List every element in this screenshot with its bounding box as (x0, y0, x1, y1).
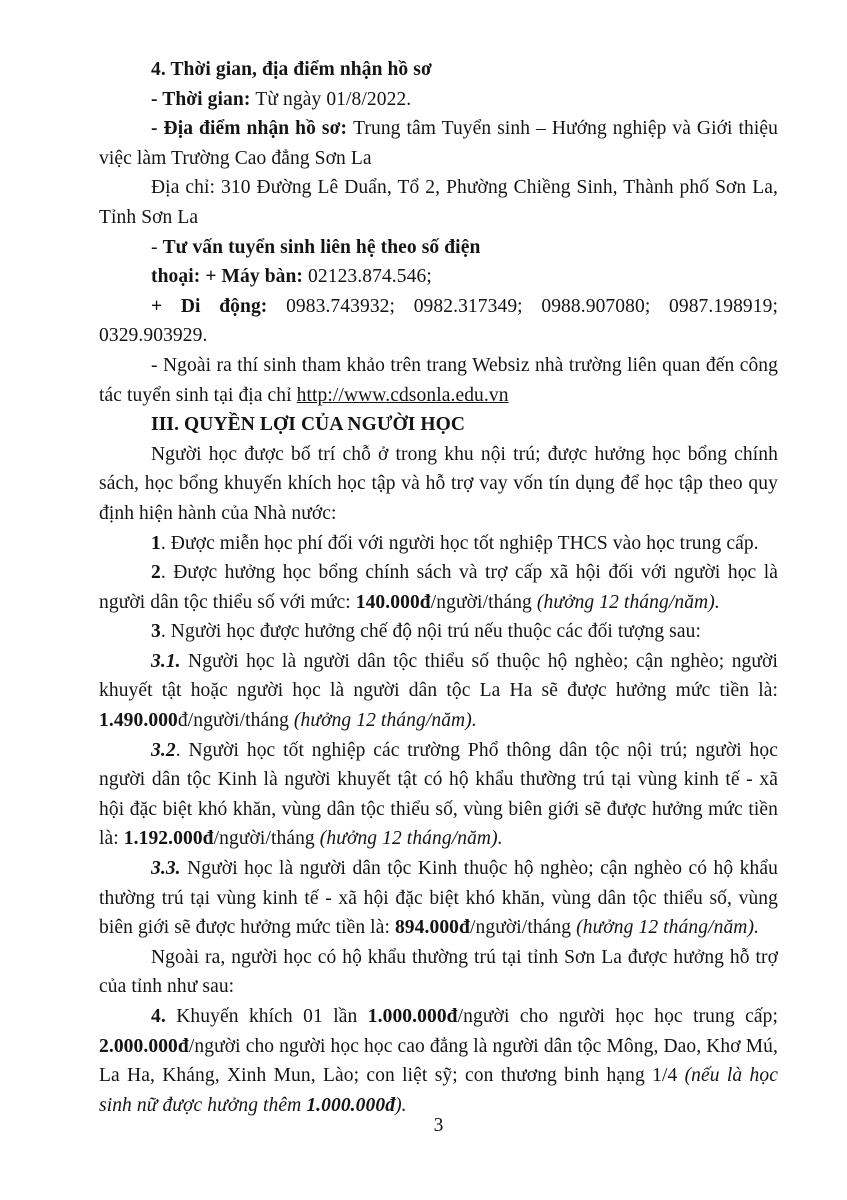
text-run: . Người học tốt nghiệp các trường Phổ thông dân tộc nội trú; người học người dân tộc Kinh là người khuyết tật có hộ khẩu thường trú tại vùng kinh tế - xã hội đặc biệt khó khăn, vùng dân tộc thiểu số, vùng biên giới sẽ được hưởng mức tiền là: (99, 739, 778, 850)
mobile-line (99, 292, 778, 351)
text-run: 1.192.000đ (123, 828, 214, 850)
text-run: 1.490.000 (99, 710, 178, 732)
text-run: 2.000.000đ (99, 1035, 189, 1057)
text-run: - Địa điểm nhận hồ sơ: (151, 118, 354, 140)
benefit-3-1 (99, 647, 778, 736)
text-run: Ngoài ra, người học có hộ khẩu thường trú tại tỉnh Sơn La được hưởng hỗ trợ của tỉnh như sau: (99, 946, 778, 998)
text-run: 3 (151, 621, 161, 643)
website-link[interactable]: http://www.cdsonla.edu.vn (296, 384, 509, 406)
text-run: 0983.743932; 0982.317349; 0988.907080; 0987.198919; 0329.903929. (99, 295, 778, 347)
text-run: Khuyến khích 01 lần (165, 1006, 368, 1027)
text-run: (nếu là học sinh nữ được hưởng thêm (99, 1065, 779, 1116)
text-run: 4. (151, 1006, 166, 1027)
benefits-intro (99, 440, 778, 529)
text-run: /người/tháng (469, 917, 577, 939)
text-run: ). (395, 1094, 407, 1116)
text-run: (hưởng 12 tháng/năm). (319, 828, 503, 850)
text-run: Người học là người dân tộc thiểu số thuộc hộ nghèo; cận nghèo; người khuyết tật hoặc người học là người dân tộc La Ha sẽ được hưởng mức tiền là: (99, 650, 778, 702)
text-run: III. QUYỀN LỢI CỦA NGƯỜI HỌC (151, 414, 466, 436)
text-run: 3.1. (151, 650, 181, 672)
benefit-3 (99, 617, 778, 647)
text-run: Trung tâm Tuyển sinh – Hướng nghiệp và Giới thiệu việc làm Trường Cao đẳng Sơn La (99, 118, 778, 169)
time-location-heading (99, 55, 778, 85)
text-run: thoại: + Máy bàn: (151, 266, 309, 288)
text-run: (hưởng 12 tháng/năm). (576, 917, 760, 939)
location-line (99, 114, 778, 173)
text-run: - Thời gian: (151, 88, 256, 110)
benefit-2 (99, 558, 778, 617)
text-run: /người/tháng (430, 591, 537, 613)
text-run: + Di động: (151, 295, 287, 317)
text-run: 2 (151, 562, 161, 584)
text-run: 3.2 (151, 739, 176, 761)
text-run: /người cho người học học trung cấp; (457, 1006, 779, 1027)
benefit-3-2 (99, 736, 778, 854)
text-run: 1.000.000đ (306, 1094, 396, 1116)
text-run: . Được miễn học phí đối với người học tốt nghiệp THCS vào học trung cấp. (160, 532, 759, 554)
page-number: 3 (433, 1115, 444, 1136)
website-line (99, 351, 778, 410)
text-run: 4. Thời gian, địa điểm nhận hồ sơ (151, 59, 432, 80)
consult-line-2 (99, 262, 778, 292)
provincial-support-intro (99, 943, 778, 1002)
text-run: /người/tháng (213, 828, 320, 850)
text-run: 1.000.000đ (367, 1006, 458, 1027)
text-run: (hưởng 12 tháng/năm). (293, 710, 477, 732)
text-run: . Người học được hưởng chế độ nội trú nếu thuộc các đối tượng sau: (160, 621, 701, 643)
text-run: 140.000đ (355, 591, 431, 613)
time-line (99, 85, 778, 115)
text-run: /người cho người học học cao đẳng là người dân tộc Mông, Dao, Khơ Mú, La Ha, Kháng, Xinh Mun, Lào; con liệt sỹ; con thương binh hạng 1/4 (99, 1035, 778, 1087)
benefit-3-3 (99, 854, 778, 943)
address-line (99, 173, 778, 232)
text-run: 894.000đ (394, 917, 470, 939)
text-run: Tư vấn tuyển sinh liên hệ theo số điện (162, 236, 481, 258)
text-run: 1 (151, 532, 161, 554)
document-body (99, 55, 778, 1120)
benefit-4 (99, 1002, 778, 1120)
section-3-heading (99, 410, 778, 440)
text-run: Người học được bố trí chỗ ở trong khu nội trú; được hưởng học bổng chính sách, học bổng khuyến khích học tập và hỗ trợ vay vốn tín dụng để học tập theo quy định hiện hành của Nhà nước: (99, 443, 778, 524)
text-run: Người học là người dân tộc Kinh thuộc hộ nghèo; cận nghèo có hộ khẩu thường trú tại vùng kinh tế - xã hội đặc biệt khó khăn, vùng dân tộc thiểu số, vùng biên giới sẽ được hưởng mức tiền là: (99, 858, 778, 939)
text-run: 02123.874.546; (308, 266, 432, 288)
text-run: 3.3. (151, 858, 181, 880)
text-run: Từ ngày 01/8/2022. (255, 88, 412, 110)
text-run: Địa chỉ: 310 Đường Lê Duẩn, Tổ 2, Phường Chiềng Sinh, Thành phố Sơn La, Tỉnh Sơn La (99, 177, 778, 228)
text-run: . Được hưởng học bổng chính sách và trợ cấp xã hội đối với người học là người dân tộc thiểu số với mức: (99, 562, 778, 613)
text-run: - (151, 236, 163, 258)
text-run: - Ngoài ra thí sinh tham khảo trên trang Websiz nhà trường liên quan đến công tác tuyển sinh tại địa chỉ (99, 354, 778, 406)
consult-line-1 (99, 233, 778, 263)
text-run: (hưởng 12 tháng/năm). (536, 591, 720, 613)
benefit-1 (99, 529, 778, 559)
text-run: đ/người/tháng (177, 710, 294, 732)
